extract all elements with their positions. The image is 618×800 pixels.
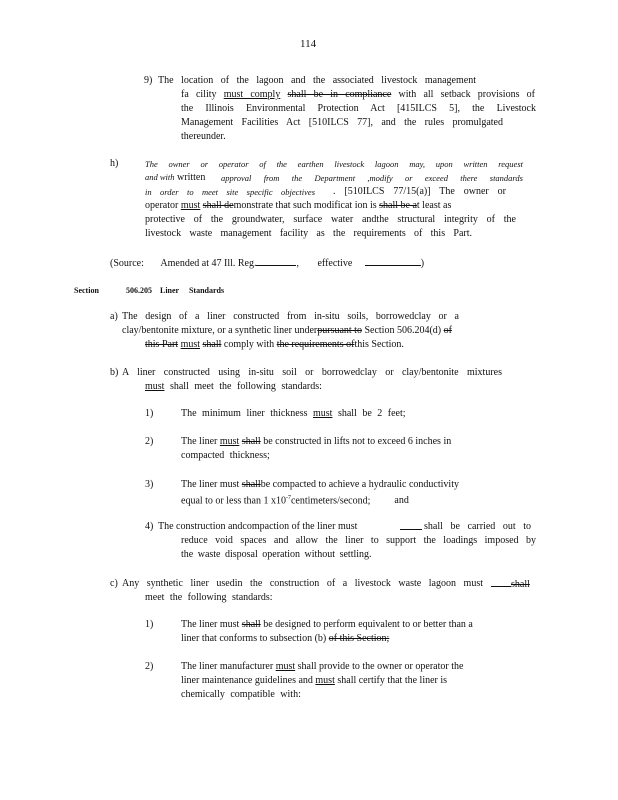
para-b-item-4-line-3: the waste disposal operation without settling. xyxy=(181,549,372,560)
item-h-line-3b: . [510ILCS 77/15(a)] The owner or xyxy=(333,186,506,197)
para-b-item-4-label: 4) xyxy=(145,521,154,532)
page-number: 114 xyxy=(300,38,317,50)
para-c-line-2: meet the following standards: xyxy=(145,592,273,603)
section-label: Section xyxy=(74,286,99,295)
item-9-line-3: the Illinois Environmental Protection Act [415ILCS 5], the Livestock xyxy=(181,103,536,114)
para-b-item-3-line-1: The liner must shallbe compacted to achieve a hydraulic conductivity xyxy=(181,479,459,490)
para-b-item-4-line-1b: shall be carried out to xyxy=(424,521,531,532)
para-a-line-3: this Part must shall comply with the requirements ofthis Section. xyxy=(145,339,404,350)
para-b-item-3-num: 3) xyxy=(145,479,154,490)
item-h-line-3a: in order to meet site specific objectives xyxy=(145,187,315,197)
para-b-item-4-blank xyxy=(400,520,422,535)
para-b-item-4-line-2: reduce void spaces and allow the liner to support the loadings imposed by xyxy=(181,535,536,546)
para-c-item-1-line-2: liner that conforms to subsection (b) of this Section; xyxy=(181,633,390,644)
para-c-item-1-num: 1) xyxy=(145,619,154,630)
source-comma: , xyxy=(296,258,299,269)
item-h-and-with: and with xyxy=(145,172,175,182)
para-c-label: c) xyxy=(110,578,118,589)
para-b-label: b) xyxy=(110,367,119,378)
item-h-line-2-rest: approval from the Department ,modify or exceed there standards xyxy=(221,173,523,183)
para-a-line-2: clay/bentonite mixture, or a synthetic liner underpursuant to Section 506.204(d) of xyxy=(122,325,452,336)
item-h-line-4: operator must shall demonstrate that such modificat ion is shall be at least as xyxy=(145,200,452,211)
para-b-item-2-num: 2) xyxy=(145,436,154,447)
item-9-fa: fa cility xyxy=(181,89,217,100)
para-c-item-1-line-1: The liner must shall be designed to perform equivalent to or better than a xyxy=(181,619,473,630)
item-h-line-2 xyxy=(145,171,205,185)
para-b-item-4-line-1a: The construction andcompaction of the liner must xyxy=(158,521,358,532)
item-9-line-2-rest: with all setback provisions of xyxy=(398,89,535,100)
exponent: -7 xyxy=(285,495,291,501)
source-effective-blank xyxy=(365,256,421,266)
para-b-line-1: A liner constructed using in-situ soil or borrowedclay or clay/bentonite mixtures xyxy=(122,367,502,378)
item-9-line-4: Management Facilities Act [510ILCS 77], and the rules promulgated xyxy=(181,117,503,128)
source-line xyxy=(110,256,435,271)
para-c-item-2-line-1: The liner manufacturer must shall provide to the owner or operator the xyxy=(181,661,464,672)
item-h-line-1: The owner or operator of the earthen livestock lagoon may, upon written request xyxy=(145,159,523,169)
section-number: 506.205 xyxy=(126,286,152,295)
item-9-line-5: thereunder. xyxy=(181,131,226,142)
item-9-shall-struck: shall be in compliance xyxy=(287,89,392,100)
para-b-item-2-line-2: compacted thickness; xyxy=(181,450,270,461)
item-9-must-comply: must comply xyxy=(223,89,281,100)
para-c-line-1a: Any synthetic liner usedin the construction of a livestock waste lagoon must xyxy=(122,578,483,589)
para-c-item-2-line-3: chemically compatible with: xyxy=(181,689,301,700)
para-b-item-1: The minimum liner thickness must shall be 2 feet; xyxy=(181,408,406,419)
source-close: ) xyxy=(420,258,425,269)
source-reg-blank xyxy=(256,256,296,266)
para-b-item-2-line-1: The liner must shall be constructed in lifts not to exceed 6 inches in xyxy=(181,436,452,447)
para-c-item-2-num: 2) xyxy=(145,661,154,672)
para-c-line-1b: shall xyxy=(491,577,530,592)
para-a-line-1: The design of a liner constructed from in-situ soils, borrowedclay or a xyxy=(122,311,459,322)
item-9-line-1: The location of the lagoon and the associated livestock management xyxy=(158,75,476,86)
para-b-item-3-line-2: equal to or less than 1 $x10^{-7}centimeters$/second; and xyxy=(181,495,409,507)
item-9-line-2 xyxy=(181,88,535,102)
item-h-label: h) xyxy=(110,158,119,169)
source-prefix: (Source: xyxy=(110,258,144,269)
para-c-item-2-line-2: liner maintenance guidelines and must shall certify that the liner is xyxy=(181,675,448,686)
source-effective: effective xyxy=(317,258,353,269)
para-b-item-1-num: 1) xyxy=(145,408,154,419)
item-h-line-6: livestock waste management facility as the requirements of this Part. xyxy=(145,228,472,239)
section-title: Liner Standards xyxy=(160,286,225,295)
item-h-written: written xyxy=(177,172,206,183)
para-b-line-2: must shall meet the following standards: xyxy=(145,381,322,392)
item-h-line-5: protective of the groundwater, surface water andthe structural integrity of the xyxy=(145,214,516,225)
item-9-label: 9) xyxy=(144,75,153,86)
source-amended: Amended at 47 Ill. Reg. xyxy=(160,258,257,269)
para-a-label: a) xyxy=(110,311,118,322)
